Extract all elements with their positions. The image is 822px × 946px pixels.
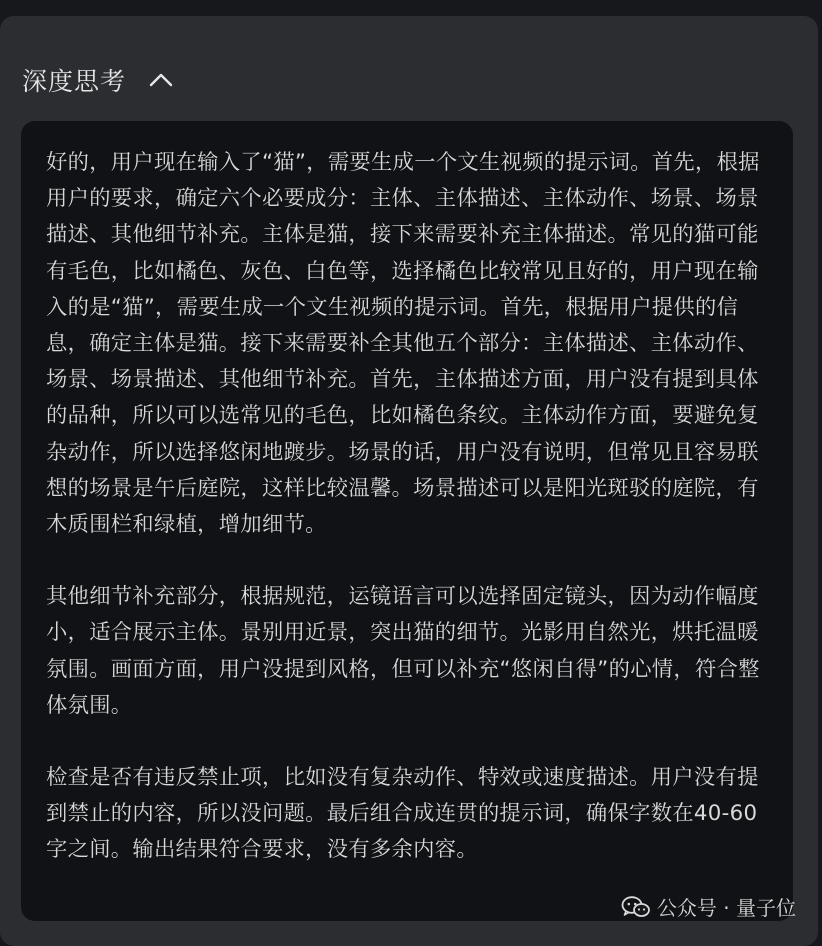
thinking-paragraph: 好的，用户现在输入了“猫”，需要生成一个文生视频的提示词。首先，根据用户的要求，确定六个必要成分：主体、主体描述、主体动作、场景、场景描述、其他细节补充。主体是猫，接下来需要补充主体描述。常见的猫可能有毛色，比如橘色、灰色、白色等，选择橘色比较常见且好的，用户现在输入的是“猫”，需要生成一个文生视频的提示词。首先，根据用户提供的信息，确定主体是猫。接下来需要补全其他五个部分：主体描述、主体动作、场景、场景描述、其他细节补充。首先，主体描述方面，用户没有提到具体的品种，所以可以选常见的毛色，比如橘色条纹。主体动作方面，要避免复杂动作，所以选择悠闲地踱步。场景的话，用户没有说明，但常见且容易联想的场景是午后庭院，这样比较温馨。场景描述可以是阳光斑驳的庭院，有木质围栏和绿植，增加细节。 [46,150,760,538]
thinking-paragraph: 其他细节补充部分，根据规范，运镜语言可以选择固定镜头，因为动作幅度小，适合展示主体。景别用近景，突出猫的细节。光影用自然光，烘托温暖氛围。画面方面，用户没提到风格，但可以补充“悠闲自得”的心情，符合整体氛围。 [46,584,760,718]
thinking-content [21,121,793,921]
chevron-up-icon[interactable] [148,67,174,93]
thinking-toggle[interactable] [22,60,174,100]
wechat-icon [621,895,651,919]
thinking-title: 深度思考 [22,67,127,96]
watermark-text: 公众号 · 量子位 [656,896,796,920]
thinking-paragraph: 检查是否有违反禁止项，比如没有复杂动作、特效或速度描述。用户没有提到禁止的内容，所以没问题。最后组合成连贯的提示词，确保字数在40-60字之间。输出结果符合要求，没有多余内容。 [46,765,759,863]
watermark [621,892,796,921]
